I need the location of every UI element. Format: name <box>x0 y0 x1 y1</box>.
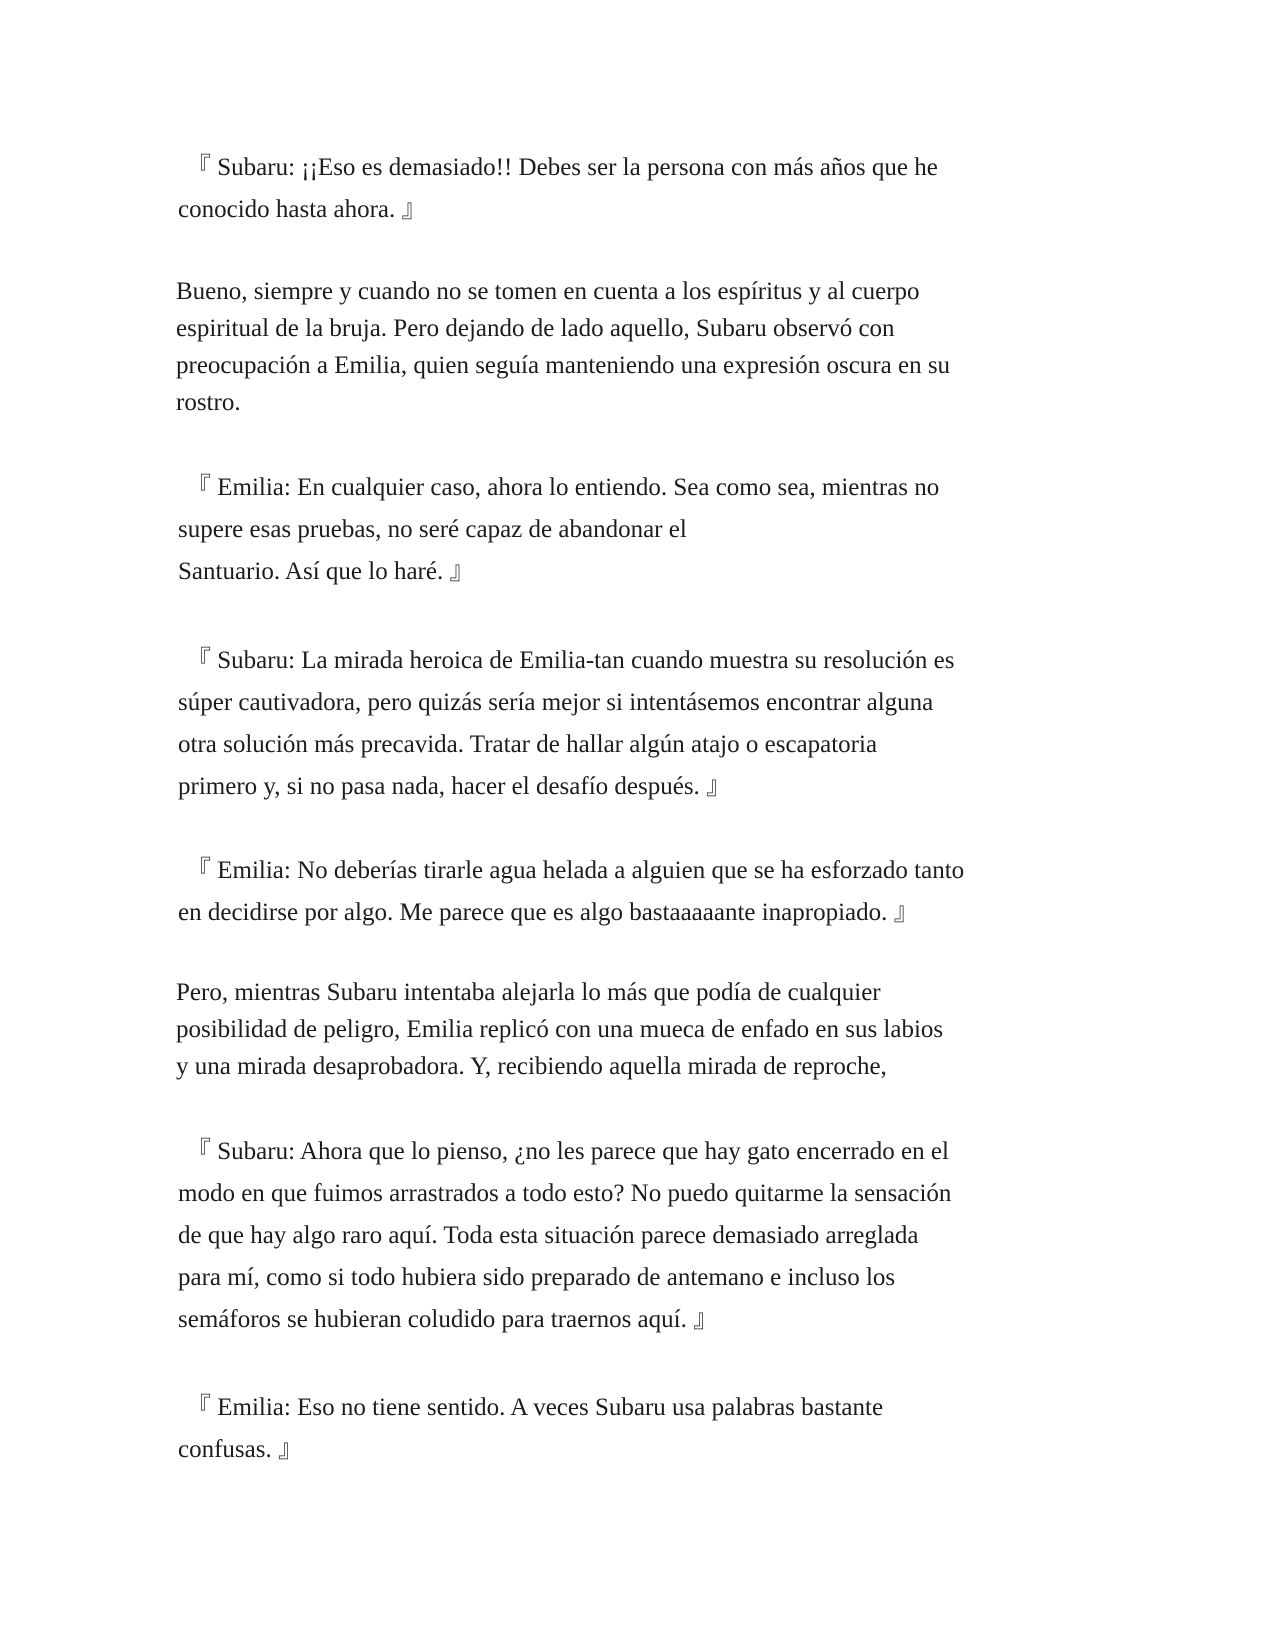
text-line: 『 Subaru: ¡¡Eso es demasiado!! Debes ser la persona con más años que he <box>186 154 938 181</box>
text-line: Pero, mientras Subaru intentaba alejarla lo más que podía de cualquier <box>176 979 881 1006</box>
text-line: 『 Emilia: Eso no tiene sentido. A veces Subaru usa palabras bastante <box>186 1394 884 1421</box>
text-line: para mí, como si todo hubiera sido preparado de antemano e incluso los <box>178 1264 896 1291</box>
text-line: 『 Subaru: La mirada heroica de Emilia-tan cuando muestra su resolución es <box>186 647 955 674</box>
dialogue-paragraph <box>178 850 1108 934</box>
text-line: confusas. 』 <box>178 1436 303 1463</box>
text-line: semáforos se hubieran coludido para traernos aquí. 』 <box>178 1306 719 1333</box>
text-line: y una mirada desaprobadora. Y, recibiendo aquella mirada de reproche, <box>176 1053 887 1080</box>
text-line: Bueno, siempre y cuando no se tomen en cuenta a los espíritus y al cuerpo <box>176 278 920 305</box>
text-line: conocido hasta ahora. 』 <box>178 196 427 223</box>
dialogue-paragraph <box>178 467 1108 593</box>
text-line: súper cautivadora, pero quizás sería mejor si intentásemos encontrar alguna <box>178 689 934 716</box>
text-line: rostro. <box>176 389 241 416</box>
text-line: Santuario. Así que lo haré. 』 <box>178 558 475 585</box>
text-line: en decidirse por algo. Me parece que es algo bastaaaaante inapropiado. 』 <box>178 899 919 926</box>
text-line: espiritual de la bruja. Pero dejando de lado aquello, Subaru observó con <box>176 315 895 342</box>
text-line: 『 Subaru: Ahora que lo pienso, ¿no les parece que hay gato encerrado en el <box>186 1138 949 1165</box>
narration-paragraph <box>176 974 1106 1085</box>
dialogue-paragraph <box>178 640 1108 808</box>
dialogue-paragraph <box>178 1387 1108 1471</box>
dialogue-paragraph <box>178 147 1108 231</box>
text-line: otra solución más precavida. Tratar de hallar algún atajo o escapatoria <box>178 731 878 758</box>
text-line: modo en que fuimos arrastrados a todo esto? No puedo quitarme la sensación <box>178 1180 952 1207</box>
text-line: 『 Emilia: No deberías tirarle agua helada a alguien que se ha esforzado tanto <box>186 857 965 884</box>
dialogue-paragraph <box>178 1131 1108 1341</box>
text-line: de que hay algo raro aquí. Toda esta situación parece demasiado arreglada <box>178 1222 919 1249</box>
text-line: posibilidad de peligro, Emilia replicó con una mueca de enfado en sus labios <box>176 1016 944 1043</box>
text-line: 『 Emilia: En cualquier caso, ahora lo entiendo. Sea como sea, mientras no <box>186 474 940 501</box>
narration-paragraph <box>176 273 1106 421</box>
text-line: supere esas pruebas, no seré capaz de abandonar el <box>178 516 687 543</box>
text-line: preocupación a Emilia, quien seguía manteniendo una expresión oscura en su <box>176 352 951 379</box>
text-line: primero y, si no pasa nada, hacer el desafío después. 』 <box>178 773 732 800</box>
